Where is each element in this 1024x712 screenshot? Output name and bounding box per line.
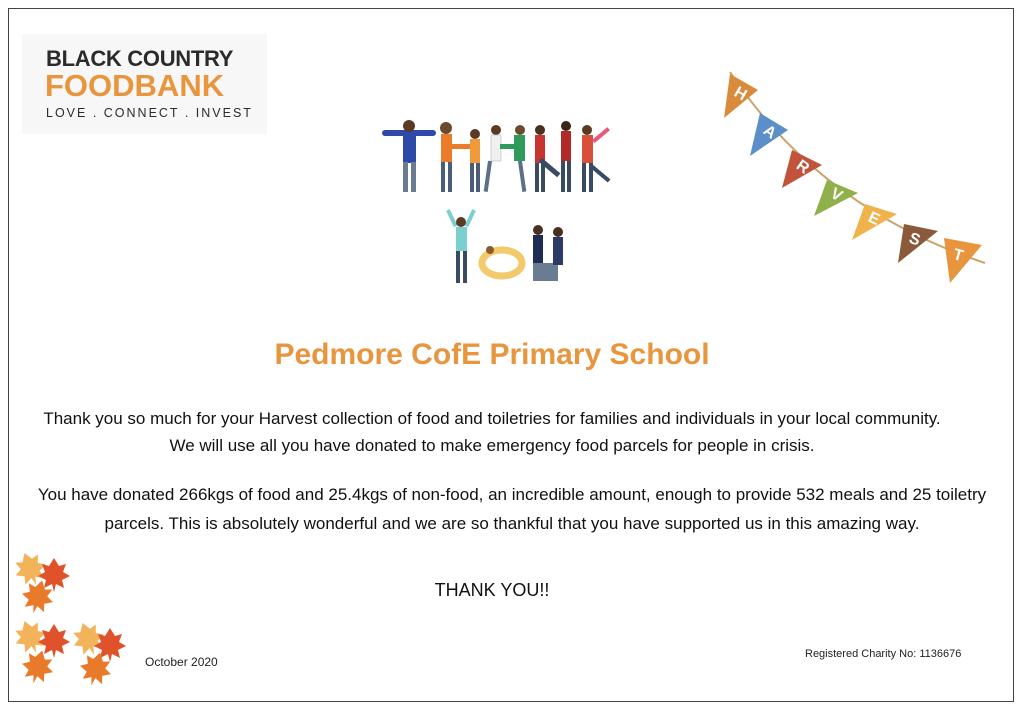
svg-text:T: T — [951, 246, 966, 266]
certificate-date: October 2020 — [145, 655, 218, 669]
svg-text:A: A — [759, 122, 780, 143]
leaf-cluster-top — [10, 548, 70, 618]
svg-text:S: S — [906, 229, 923, 250]
charity-number: Registered Charity No: 1136676 — [805, 648, 962, 660]
donation-paragraph: You have donated 266kgs of food and 25.4kgs of non-food, an incredible amount, enough to provide 532 meals and 25 toiletry parcels. This is absolutely wonderful and we are so thankful that you have supported us in this amazing way. — [37, 485, 987, 533]
kid-letter-y — [446, 209, 476, 283]
thank-you-heading: THANK YOU!! — [434, 580, 550, 600]
thank-you-kids-illustration — [380, 118, 625, 288]
harvest-bunting — [700, 68, 1000, 308]
svg-text:V: V — [827, 185, 846, 206]
logo-tagline: LOVE . CONNECT . INVEST — [46, 106, 253, 120]
kid-letter-n — [535, 121, 571, 192]
logo-text-foodbank: FOODBANK — [45, 68, 225, 103]
kid-letter-o — [482, 246, 522, 276]
pennant-a — [750, 113, 788, 156]
kid-letter-t — [382, 120, 436, 192]
pennant-s — [898, 224, 938, 263]
leaf-cluster-bottom-left — [10, 615, 70, 687]
logo-text-black-country: BLACK COUNTRY — [46, 46, 234, 71]
svg-text:E: E — [865, 208, 883, 229]
svg-text:R: R — [792, 157, 813, 178]
svg-text:H: H — [730, 83, 750, 105]
thanks-paragraph: Thank you so much for your Harvest collection of food and toiletries for families and individuals in your local community. We will use all you have donated to make emergency food parcels for people in crisis. — [43, 409, 941, 455]
kid-letter-h — [440, 122, 480, 192]
kid-letter-k — [582, 125, 610, 192]
autumn-leaves-decoration — [10, 548, 130, 690]
kid-letter-u — [533, 225, 563, 281]
kid-letter-a — [484, 125, 527, 192]
pennant-h — [724, 74, 758, 118]
foodbank-logo — [22, 34, 267, 134]
leaf-cluster-bottom-right — [67, 617, 126, 689]
school-name-title: Pedmore CofE Primary School — [274, 338, 710, 371]
